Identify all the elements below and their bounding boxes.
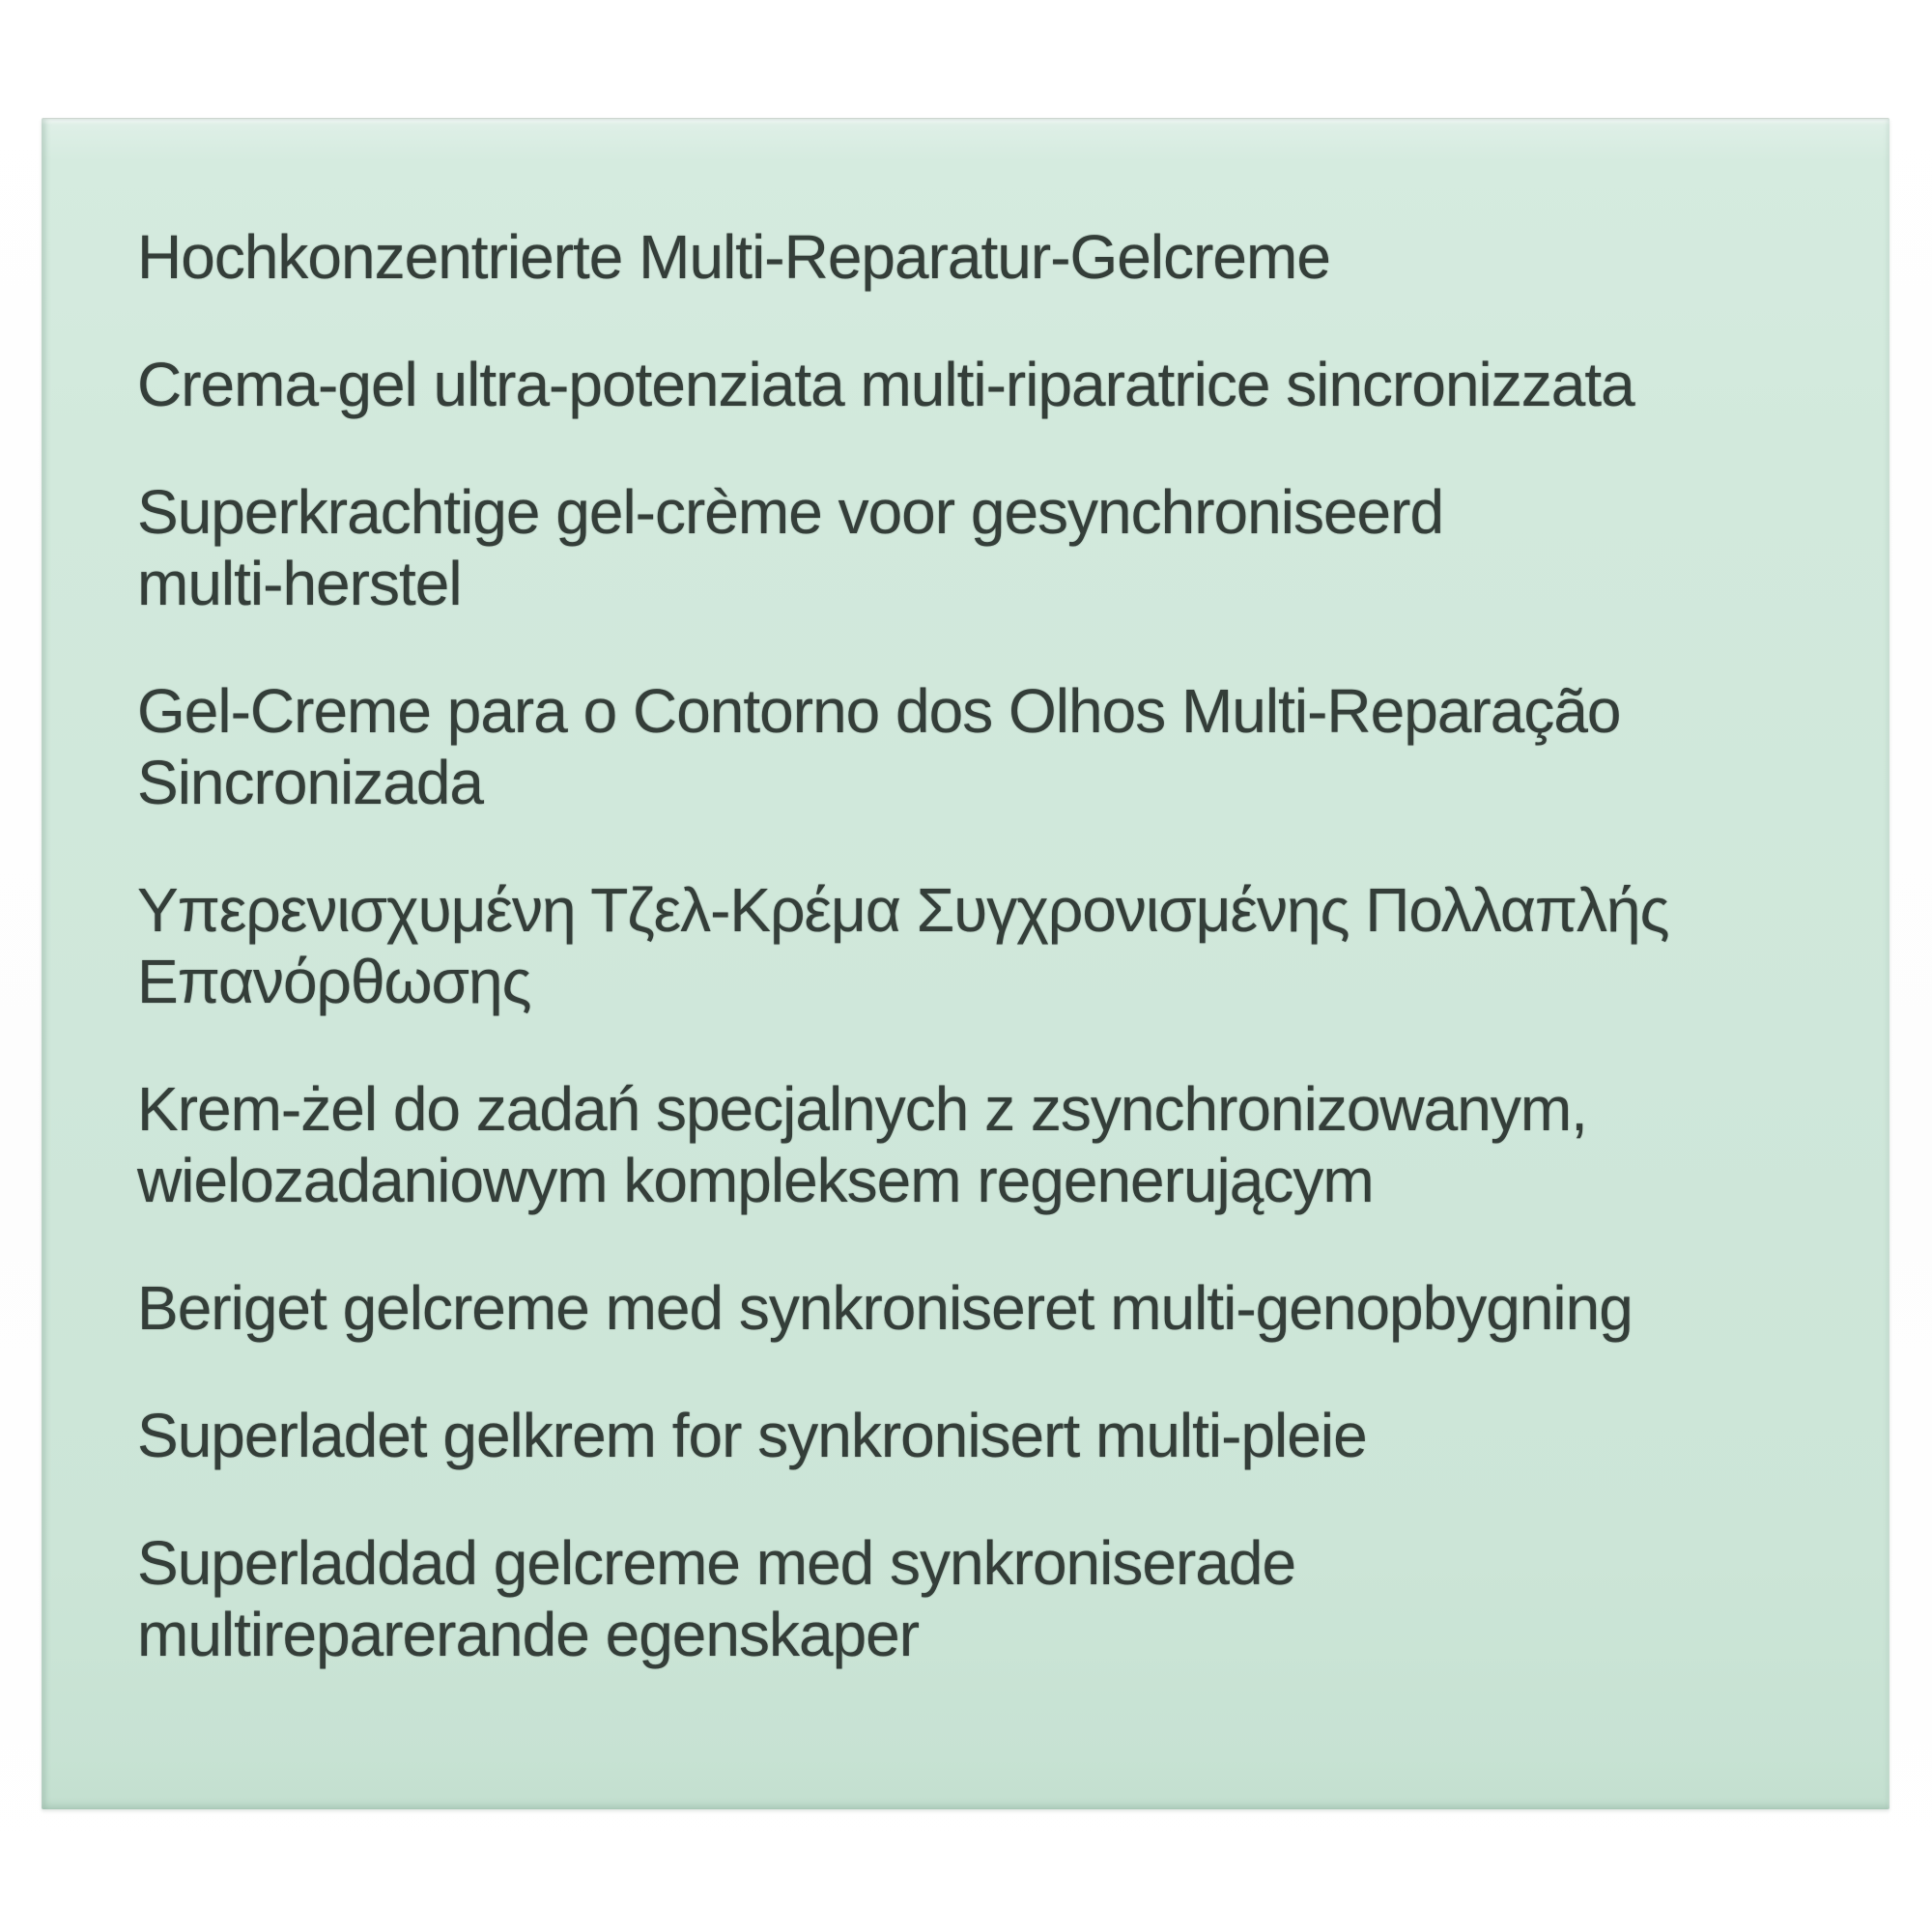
product-description-german [137, 221, 1832, 293]
text-line: Υπερενισχυμένη Τζελ-Κρέμα Συγχρονισμένης Πολλαπλής [137, 875, 1669, 945]
text-line: multireparerande egenskaper [137, 1600, 920, 1669]
text-line: Superladet gelkrem for synkronisert multi-pleie [137, 1401, 1367, 1470]
product-description-polish [137, 1073, 1832, 1216]
product-description-italian [137, 349, 1832, 420]
text-line: Superkrachtige gel-crème voor gesynchroniseerd [137, 477, 1444, 547]
text-line: Beriget gelcreme med synkroniseret multi-genopbygning [137, 1273, 1633, 1343]
text-line: multi-herstel [137, 549, 462, 618]
text-line: Krem-żel do zadań specjalnych z zsynchronizowanym, [137, 1074, 1587, 1144]
product-description-portuguese [137, 675, 1832, 818]
multilingual-description-block [42, 119, 1889, 1726]
packaging-box-panel [42, 118, 1889, 1809]
text-line: wielozadaniowym kompleksem regenerującym [137, 1146, 1374, 1215]
product-description-norwegian [137, 1400, 1832, 1471]
text-line: Επανόρθωσης [137, 947, 531, 1016]
text-line: Sincronizada [137, 748, 483, 817]
product-description-swedish [137, 1527, 1832, 1670]
text-line: Superladdad gelcreme med synkroniserade [137, 1528, 1296, 1598]
text-line: Gel-Creme para o Contorno dos Olhos Multi-Reparação [137, 676, 1621, 746]
product-description-greek [137, 874, 1832, 1017]
text-line: Crema-gel ultra-potenziata multi-riparatrice sincronizzata [137, 350, 1634, 419]
product-description-dutch [137, 476, 1832, 619]
product-description-danish [137, 1272, 1832, 1344]
text-line: Hochkonzentrierte Multi-Reparatur-Gelcreme [137, 222, 1330, 292]
